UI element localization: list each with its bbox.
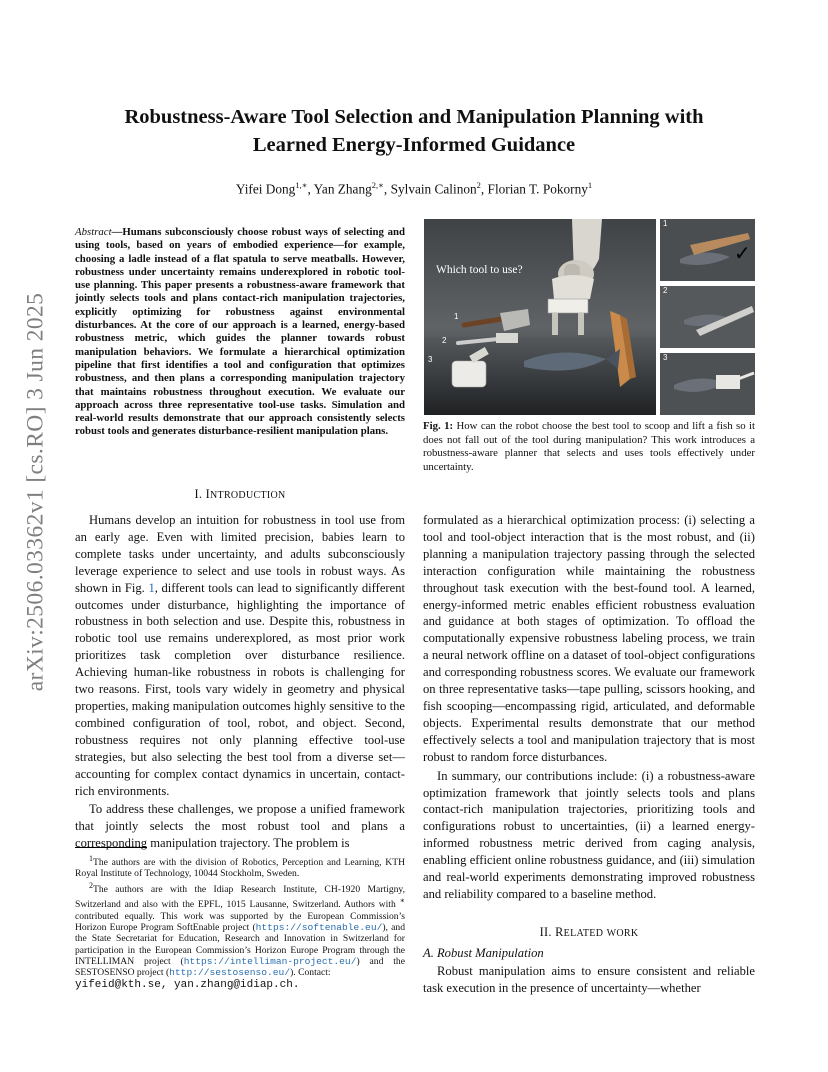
paragraph-text: , different tools can lead to significantly different outcomes under disturbance, highlighting the importance of robustness in both selection and use. Despite this, robustness in robotic tool use remains underexplored, as most prior work prioritizes task completion over disturbance resilience. Achieving human-like robustness in robots is challenging for two reasons. First, tools vary widely in geometry and physical properties, making manipulation outcomes highly sensitive to the combined configuration of tool, robot, and object. Second, robustness requires not only planning effective tool-use strategies, but also selecting the best tool from a diverse set—accounting for complex contact dynamics in uncertain, contact-rich environments.	[75, 580, 405, 798]
figure-caption	[423, 420, 755, 474]
footnote-2	[75, 880, 405, 991]
figure-caption-text: How can the robot choose the best tool to scoop and lift a fish so it does not fall out of the tool during manipulation? This work introduces a robustness-aware planner that selects and uses tools effectively under uncertainty.	[423, 420, 755, 473]
intro-paragraph-2: To address these challenges, we propose a unified framework that jointly selects the most robust tool and plans a corresponding manipulation trajectory. The problem is	[75, 802, 405, 851]
section-numeral: I.	[194, 487, 203, 501]
footnote-text: The authors are with the division of Robotics, Perception and Learning, KTH Royal Institute of Technology, 10044 Stockholm, Sweden.	[75, 857, 405, 880]
author-name: Florian T. Pokorny	[487, 181, 588, 197]
author-list: Yifei Dong$^{1,∗}$, Yan Zhang$^{2,∗}$, Sylvain Calinon$^2$, Florian T. Pokorny$^1$	[235, 180, 593, 197]
figure-thumbnail	[660, 219, 755, 281]
title-line-1: Robustness-Aware Tool Selection and Manipulation Planning with	[124, 106, 704, 128]
check-mark-icon: ✓	[734, 241, 751, 265]
footnotes	[75, 853, 405, 991]
footnote-text: ). Contact:	[290, 967, 331, 979]
intro-paragraph-4: In summary, our contributions include: (i) a robustness-aware optimization framework that jointly selects tools and plans contact-rich manipulation trajectories, prioritizing tools and configurations robust to uncertainties, (ii) a learned energy-informed robustness metric derived from caging analysis, enabling efficient online robustness guidance, and (iii) simulation and real-world experiments demonstrating improved robustness and reliability compared to a baseline method.	[423, 768, 755, 901]
url-link[interactable]: http://sestosenso.eu/	[169, 967, 291, 979]
footnote-text: ), and the State Secretariat for Education, Research and Innovation in Switzerland for participation in the European Commission’s Horizon Europe Program through the INTELLIMAN project (	[75, 922, 405, 967]
figure-overlay-text: Which tool to use?	[436, 264, 523, 276]
figure-reference-link[interactable]: 1	[148, 580, 155, 595]
footnote-1	[75, 853, 405, 880]
intro-left-column	[75, 512, 405, 852]
section-title-rest: ELATED	[563, 928, 604, 939]
section-heading-related-work	[423, 925, 755, 940]
arxiv-stamp-text: arXiv:2506.03362v1 [cs.RO] 3 Jun 2025	[22, 292, 49, 692]
thumbnail-image	[660, 286, 755, 348]
footnote-marker: 2	[89, 880, 93, 890]
figure-thumbnail	[660, 353, 755, 415]
arxiv-stamp	[14, 292, 58, 692]
footnote-rule	[75, 847, 147, 848]
author-name: Yan Zhang	[313, 181, 372, 197]
figure-thumbnail	[660, 286, 755, 348]
author-name: Sylvain Calinon	[390, 181, 477, 197]
paragraph-text: Robust manipulation aims to ensure consistent and reliable task execution in the presence of uncertainty—whether	[423, 964, 755, 995]
paragraph-text: Humans develop an intuition for robustness in tool use from an early age. Even with limited precision, babies learn to complete tasks under uncertainty, and adults subconsciously leverage experience to select and use tools in robust ways. As shown in Fig.	[75, 513, 405, 595]
section-numeral: II.	[539, 925, 552, 939]
footnote-marker: 1	[89, 854, 93, 863]
paper-title	[60, 103, 768, 159]
related-work-paragraph	[423, 963, 755, 997]
author-affiliation: 2,∗	[371, 180, 384, 190]
thumbnail-number: 1	[663, 219, 668, 228]
author-name: Yifei Dong	[235, 181, 296, 197]
section-title-rest: WORK	[606, 928, 639, 939]
footnote-text: The authors are with the Idiap Research Institute, CH-1920 Martigny, Switzerland and also with the EPFL, 1015 Lausanne, Switzerland. Authors with	[75, 883, 405, 911]
intro-paragraph-3: formulated as a hierarchical optimization process: (i) selecting a tool and tool-object interaction that is the most robust, and (ii) planning a manipulation trajectory passing through the selected interaction configuration while maintaining the robustness throughout task execution with the best-found tool. A learned, energy-informed metric enables efficient robustness evaluation and guidance at both stages of optimization. To offload the computationally expensive robustness labeling process, we train a neural network offline on a dataset of tool-object configurations and corresponding robustness scores. We evaluate our framework on three representative tasks—tape pulling, scissors hooking, and fish scooping—encompassing rigid, articulated, and deformable objects. Experimental results demonstrate that our method effectively selects a tool and manipulation trajectory that is most robust to random force disturbances.	[423, 513, 755, 764]
tool-label: 3	[428, 355, 433, 364]
section-heading-introduction	[75, 487, 405, 502]
subsection-heading: A. Robust Manipulation	[423, 946, 544, 960]
section-title-rest: NTRODUCTION	[210, 490, 286, 501]
thumbnail-number: 3	[663, 353, 668, 362]
author-affiliation: 1,∗	[295, 180, 308, 190]
url-link[interactable]: https://intelliman-project.eu/	[183, 955, 357, 967]
author-affiliation: 2	[476, 180, 481, 190]
contact-emails[interactable]: yifeid@kth.se, yan.zhang@idiap.ch.	[75, 978, 300, 991]
footnote-text: contributed equally. This work was supported by the European Commission’s Horizon Europe Program SoftEnable project (	[75, 910, 405, 934]
figure-1-main-image	[424, 219, 656, 415]
intro-paragraph-1	[75, 512, 405, 799]
abstract-label: Abstract	[75, 226, 112, 238]
section-title-initial: I	[205, 487, 211, 501]
section-title-initial: R	[555, 925, 564, 939]
abstract-text: Humans subconsciously choose robust ways of selecting and using tools, based on years of embodied experience—for example, choosing a ladle instead of a flat spatula to serve meatballs. However, robustness under uncertainty remains underexplored in robotic tool-use planning. This paper presents a robustness-aware framework that jointly selects tools and plans contact-rich manipulation trajectories, explicitly optimizing for robustness against environmental disturbances. At the core of our approach is a learned, energy-based robustness metric, which guides the planner towards robust manipulation behaviors. We formulate a hierarchical optimization pipeline that first identifies a tool and configuration that optimizes robustness, and then plans a corresponding manipulation trajectory that maintains robustness throughout execution. We evaluate our approach across three representative tool-use tasks. Simulation and real-world results demonstrate that our approach consistently selects robust tools and generates disturbance-resilient manipulation plans.	[75, 226, 405, 438]
tool-label: 2	[442, 336, 447, 345]
thumbnail-number: 2	[663, 286, 668, 295]
tool-label: 1	[454, 312, 459, 321]
robot-scene-illustration	[424, 219, 656, 415]
abstract	[75, 226, 405, 439]
author-affiliation: 1	[587, 180, 593, 190]
intro-right-column	[423, 512, 755, 903]
footnote-text: ) and the SESTOSENSO project (	[75, 955, 405, 979]
figure-caption-label: Fig. 1:	[423, 420, 454, 432]
abstract-dash: —	[111, 226, 123, 238]
title-line-2: Learned Energy-Informed Guidance	[252, 134, 576, 156]
footnote-star: ∗	[399, 896, 405, 906]
url-link[interactable]: https://softenable.eu/	[255, 922, 383, 934]
thumbnail-image	[660, 353, 755, 415]
